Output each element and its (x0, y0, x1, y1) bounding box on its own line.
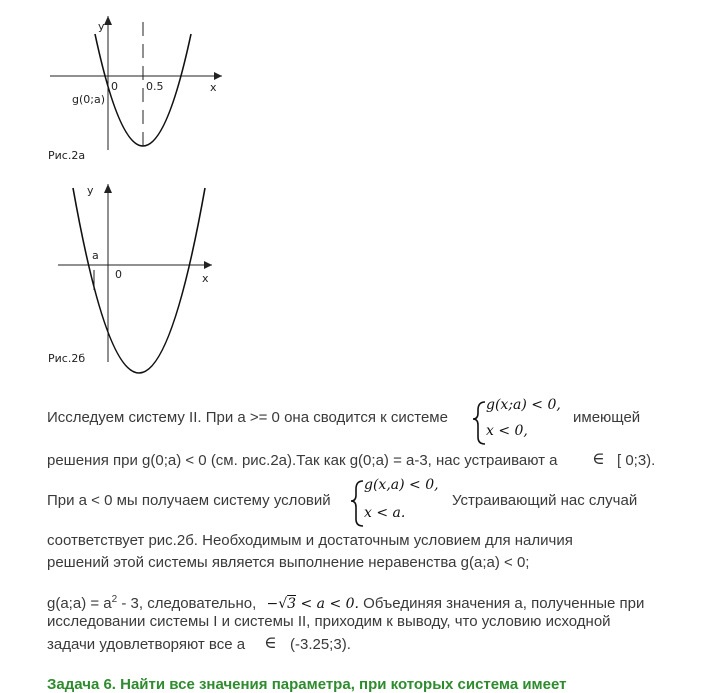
system1-line1: g(x;a) < 0, (486, 397, 561, 413)
fig2b-parabola (73, 188, 205, 373)
fig2b-y-arrow (104, 184, 112, 193)
fig2a-y-label: y (98, 20, 105, 33)
p5-start: g(a;a) = a (47, 595, 112, 612)
system2-brace (351, 481, 363, 526)
next-task-heading: Задача 6. Найти все значения параметра, при которых система имеет (47, 676, 567, 693)
paragraph-7-start: задачи удовлетворяют все a (47, 636, 246, 653)
figure-2b (48, 184, 212, 373)
fig2a-point-label: g(0;a) (72, 93, 106, 106)
element-of-symbol-1: ∈ (592, 449, 605, 469)
paragraph-7-end: (-3.25;3). (290, 636, 351, 653)
paragraph-2-end: [ 0;3). (617, 452, 656, 469)
fig2a-x-arrow (214, 72, 222, 80)
paragraph-2-start: решения при g(0;a) < 0 (см. рис.2а).Так как g(0;a) = a-3, нас устраивают a (47, 452, 558, 469)
p5-end: Объединяя значения a, полученные при (363, 595, 645, 612)
fig2a-caption: Рис.2а (48, 149, 86, 162)
fig2b-x-label: x (202, 272, 209, 285)
paragraph-1-start: Исследуем систему II. При a >= 0 она сводится к системе (47, 409, 448, 426)
figure-2a (48, 16, 222, 162)
fig2a-y-arrow (104, 16, 112, 25)
p5-superscript: 2 (111, 594, 118, 605)
paragraph-4-line1: соответствует рис.2б. Необходимым и достаточным условием для наличия (47, 532, 573, 549)
paragraph-4-line2: решений этой системы является выполнение неравенства g(a;a) < 0; (47, 554, 530, 571)
paragraph-6: исследовании системы I и системы II, приходим к выводу, что условию исходной (47, 613, 611, 630)
p5-mid: - 3, следовательно, (117, 595, 257, 612)
fig2a-origin-label: 0 (111, 80, 118, 93)
system2-line2: x < a. (364, 505, 406, 521)
fig2b-origin-label: 0 (115, 268, 122, 281)
fig2b-x-arrow (204, 261, 212, 269)
system1-line2: x < 0, (486, 423, 528, 439)
fig2b-caption: Рис.2б (48, 352, 86, 365)
p5-inequality: −√3 < a < 0. (266, 596, 359, 612)
system1-brace (473, 402, 485, 444)
paragraph-3-end: Устраивающий нас случай (452, 492, 638, 509)
fig2b-y-label: y (87, 184, 94, 197)
fig2b-a-label: a (92, 249, 99, 262)
paragraph-1-end: имеющей (573, 409, 641, 426)
element-of-symbol-2: ∈ (264, 633, 277, 653)
system2-line1: g(x,a) < 0, (364, 477, 439, 493)
paragraph-3-start: При a < 0 мы получаем систему условий (47, 492, 331, 509)
fig2a-x-label: x (210, 81, 217, 94)
fig2a-tick-label: 0.5 (146, 80, 164, 93)
